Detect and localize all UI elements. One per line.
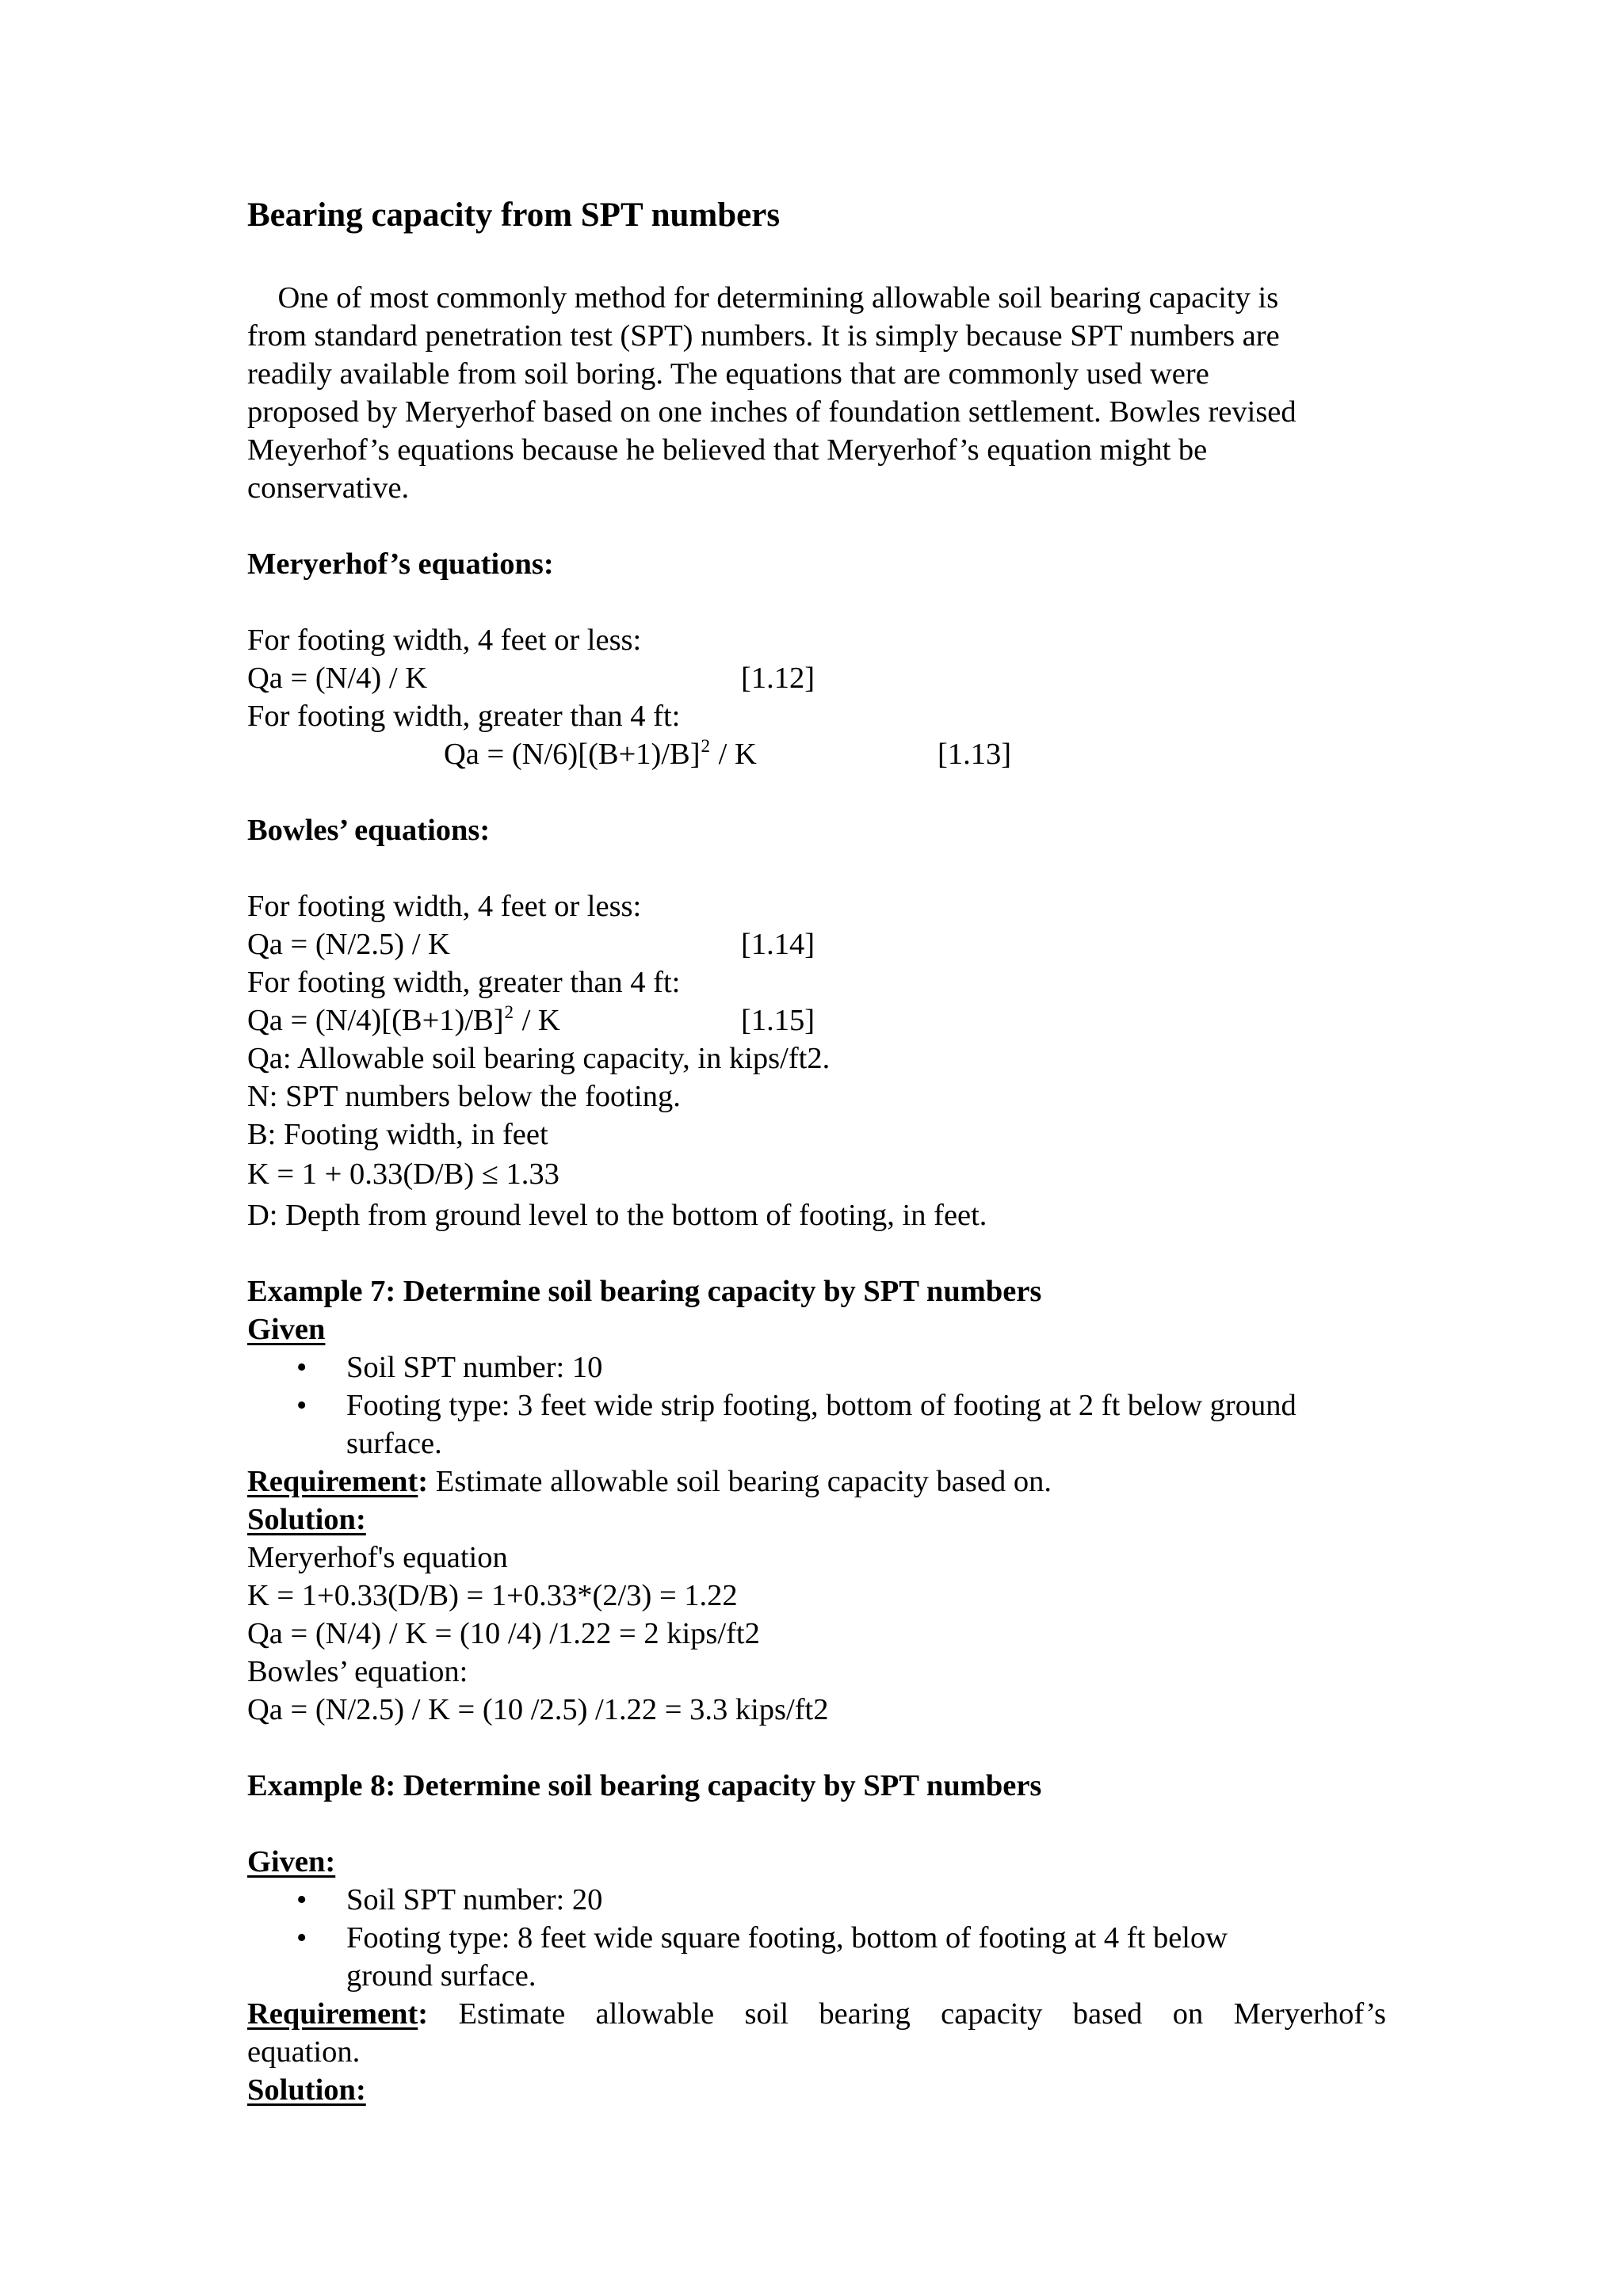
meyerhof-heading: Meryerhof’s equations:	[247, 547, 554, 581]
example8-requirement	[247, 1995, 1386, 2033]
example8-given-item-cont: ground surface.	[346, 1959, 537, 1993]
example8-given-item: Footing type: 8 feet wide square footing, bottom of footing at 4 ft below	[346, 1921, 1228, 1955]
example7-given-label: Given	[247, 1313, 326, 1346]
definition-line: B: Footing width, in feet	[247, 1118, 548, 1151]
meyerhof-eq2	[444, 735, 757, 777]
bullet-icon: •	[296, 1883, 307, 1917]
intro-line: from standard penetration test (SPT) numbers. It is simply because SPT numbers are	[247, 319, 1280, 353]
example7-solution-line: Meryerhof's equation	[247, 1541, 508, 1574]
meyerhof-eq2-ref: [1.13]	[938, 738, 1012, 771]
page-title: Bearing capacity from SPT numbers	[247, 196, 781, 234]
bowles-eq1: Qa = (N/2.5) / K	[247, 928, 450, 961]
example7-given-item: Soil SPT number: 10	[346, 1351, 603, 1384]
intro-line: proposed by Meryerhof based on one inches of foundation settlement. Bowles revised	[247, 395, 1296, 429]
meyerhof-eq1-ref: [1.12]	[741, 662, 815, 695]
bowles-eq2-exponent: 2	[504, 1002, 514, 1022]
example7-requirement-text: Estimate allowable soil bearing capacity based on.	[428, 1465, 1052, 1498]
example8-given-label: Given:	[247, 1845, 336, 1878]
example7-requirement	[247, 1463, 1052, 1501]
meyerhof-eq2-tail: / K	[711, 738, 757, 771]
example8-requirement-colon: :	[418, 1997, 429, 2031]
example8-requirement-cont: equation.	[247, 2035, 361, 2069]
bowles-case1-label: For footing width, 4 feet or less:	[247, 890, 642, 923]
definition-line: D: Depth from ground level to the bottom of footing, in feet.	[247, 1199, 987, 1232]
intro-line: Meyerhof’s equations because he believed that Meryerhof’s equation might be	[247, 433, 1208, 467]
example8-given-item: Soil SPT number: 20	[346, 1883, 603, 1917]
definition-line: N: SPT numbers below the footing.	[247, 1080, 681, 1113]
example7-given-item: Footing type: 3 feet wide strip footing, bottom of footing at 2 ft below ground	[346, 1389, 1296, 1422]
example7-heading: Example 7: Determine soil bearing capacity by SPT numbers	[247, 1275, 1042, 1308]
definition-line: K = 1 + 0.33(D/B) ≤ 1.33	[247, 1158, 559, 1191]
example8-solution-label: Solution:	[247, 2073, 366, 2107]
bullet-icon: •	[296, 1351, 307, 1384]
meyerhof-eq2-base: Qa = (N/6)[(B+1)/B]	[444, 738, 701, 771]
bullet-icon: •	[296, 1921, 307, 1955]
example7-solution-line: Bowles’ equation:	[247, 1655, 468, 1688]
example7-requirement-label: Requirement	[247, 1465, 418, 1498]
bowles-eq2-tail: / K	[514, 1004, 560, 1037]
bowles-eq1-ref: [1.14]	[741, 928, 815, 961]
meyerhof-case1-label: For footing width, 4 feet or less:	[247, 624, 642, 657]
example7-solution-line: Qa = (N/2.5) / K = (10 /2.5) /1.22 = 3.3 kips/ft2	[247, 1693, 829, 1726]
example8-requirement-label: Requirement	[247, 1997, 418, 2031]
example7-requirement-colon: :	[418, 1465, 429, 1498]
bullet-icon: •	[296, 1389, 307, 1422]
example7-solution-label: Solution:	[247, 1503, 366, 1536]
example7-solution-line: K = 1+0.33(D/B) = 1+0.33*(2/3) = 1.22	[247, 1579, 738, 1612]
example7-given-item-cont: surface.	[346, 1427, 442, 1460]
intro-line: conservative.	[247, 471, 410, 505]
bowles-eq2-ref: [1.15]	[741, 1004, 815, 1037]
intro-line: One of most commonly method for determining allowable soil bearing capacity is	[247, 281, 1279, 315]
meyerhof-case2-label: For footing width, greater than 4 ft:	[247, 700, 681, 733]
bowles-eq2	[247, 1001, 560, 1043]
example8-heading: Example 8: Determine soil bearing capacity by SPT numbers	[247, 1769, 1042, 1802]
bowles-heading: Bowles’ equations:	[247, 814, 491, 847]
example7-solution-line: Qa = (N/4) / K = (10 /4) /1.22 = 2 kips/ft2	[247, 1617, 760, 1650]
bowles-case2-label: For footing width, greater than 4 ft:	[247, 966, 681, 999]
intro-line: readily available from soil boring. The equations that are commonly used were	[247, 357, 1209, 391]
meyerhof-eq2-exponent: 2	[701, 736, 711, 756]
bowles-eq2-base: Qa = (N/4)[(B+1)/B]	[247, 1004, 504, 1037]
meyerhof-eq1: Qa = (N/4) / K	[247, 662, 427, 695]
example8-requirement-text: Estimate allowable soil bearing capacity based on Meryerhof’s	[428, 1997, 1386, 2031]
definition-line: Qa: Allowable soil bearing capacity, in kips/ft2.	[247, 1042, 831, 1075]
